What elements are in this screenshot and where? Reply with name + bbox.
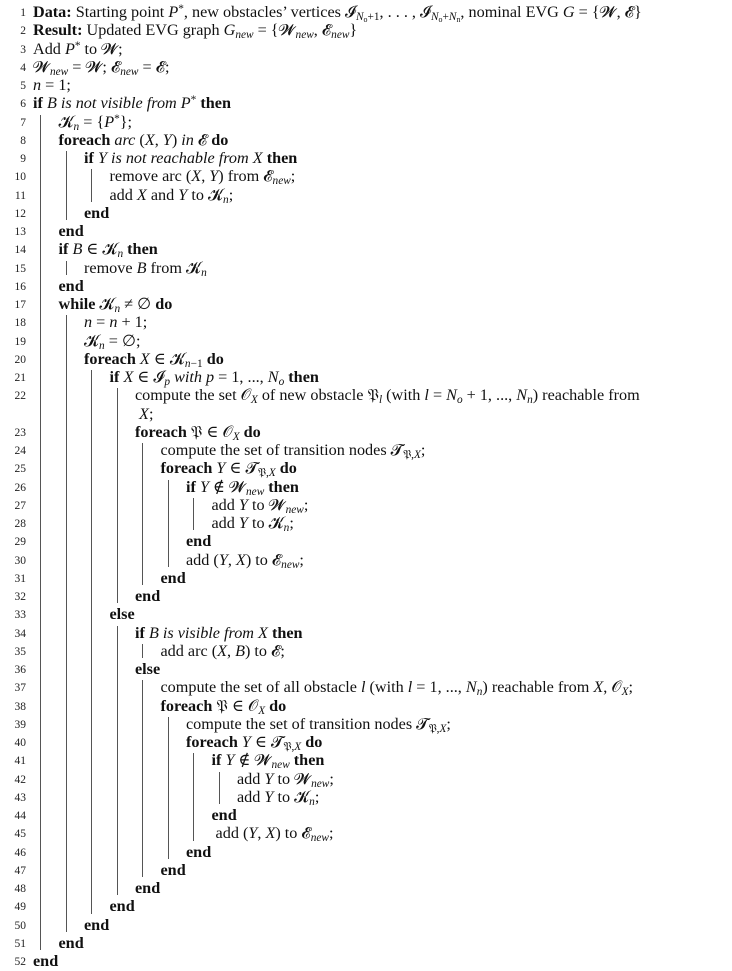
algorithm-line-16: [0, 277, 732, 295]
algorithm-line-14: [0, 240, 732, 261]
line-number: 30: [14, 554, 26, 567]
algorithm-line-40: [0, 733, 732, 751]
line-text: foreach 𝔓 ∈ 𝒪$_X$ do: [160, 696, 287, 717]
algorithm-line-26: [0, 478, 732, 496]
algorithm-line-8: [0, 131, 732, 149]
algorithm-line-31: [0, 569, 732, 587]
line-text: end: [58, 276, 84, 295]
block-indent-rule: [142, 443, 143, 585]
line-text: remove B from 𝓚$_n$: [84, 258, 207, 279]
line-number: 16: [14, 280, 26, 293]
line-text: compute the set of transition nodes 𝓣$_{𝔓,X}$;: [160, 441, 426, 461]
algorithm-line-13: [0, 222, 732, 240]
line-text: if X ∈ 𝓘$_p$ with p = 1, ..., $N_o$ then: [109, 368, 319, 388]
line-text: end: [160, 568, 186, 587]
block-indent-rule: [117, 626, 118, 896]
line-number: 38: [14, 700, 26, 713]
line-number: 23: [14, 426, 26, 439]
algorithm-line-41: [0, 751, 732, 772]
line-number: 28: [14, 518, 26, 530]
block-indent-rule: [66, 315, 67, 932]
algorithm-line-3: [0, 40, 732, 58]
algorithm-line-22: [0, 386, 732, 407]
algorithm-line-23: [0, 423, 732, 441]
algorithm-line-43: [0, 788, 732, 806]
algorithm-line-36: [0, 660, 732, 678]
block-indent-rule: [91, 370, 92, 914]
line-number: 36: [14, 664, 26, 676]
line-text: if B ∈ 𝓚$_n$ then: [58, 240, 158, 261]
line-number: 12: [14, 207, 26, 220]
algorithm-line-24: [0, 441, 732, 459]
line-number: 10: [14, 171, 26, 184]
line-number: 40: [14, 737, 26, 749]
algorithm-line-51: [0, 934, 732, 952]
line-number: 31: [14, 572, 26, 585]
line-number: 7: [20, 116, 26, 129]
line-text: add Y to 𝓦$_{new}$;: [211, 495, 309, 516]
line-text: end: [186, 842, 212, 861]
line-text: end: [84, 203, 110, 222]
block-indent-rule: [168, 480, 169, 567]
line-text: X;: [139, 404, 154, 423]
line-number: 45: [14, 828, 26, 841]
line-text: compute the set 𝒪$_X$ of new obstacle 𝔓$_l$ (with $l = N_o + 1$, ..., $N_n$) reachable from: [135, 386, 640, 407]
line-number: 46: [14, 846, 26, 859]
line-text: else: [109, 605, 135, 624]
line-number: 25: [14, 463, 26, 476]
block-indent-rule: [91, 169, 92, 202]
algorithm-line-15: [0, 259, 732, 277]
algorithm-line-18: [0, 313, 732, 331]
line-number: 39: [14, 718, 26, 731]
line-number: 2: [20, 25, 26, 38]
algorithm-line-6: [0, 94, 732, 112]
algorithm-line-48: [0, 879, 732, 897]
line-text: 𝓚$_n$ = {P*};: [58, 112, 133, 133]
algorithm-line-25: [0, 459, 732, 480]
algorithm-line-27: [0, 496, 732, 514]
line-text: add arc (X, B) to 𝓔;: [160, 641, 285, 660]
algorithm-line-32: [0, 587, 732, 605]
algorithm-line-50: [0, 916, 732, 934]
line-text: foreach 𝔓 ∈ 𝒪$_X$ do: [135, 422, 261, 443]
line-number: 42: [14, 773, 26, 786]
block-indent-rule: [66, 151, 67, 220]
line-number: 19: [14, 335, 26, 348]
block-indent-rule: [66, 261, 67, 275]
line-text: if Y ∉ 𝓦$_{new}$ then: [186, 477, 299, 498]
line-text: end: [58, 933, 84, 952]
algorithm-line-37: [0, 678, 732, 699]
line-text: add Y to 𝓦$_{new}$;: [237, 769, 334, 790]
algorithm-line-11: [0, 186, 732, 204]
line-number: 8: [20, 134, 26, 147]
line-text: while 𝓚$_n$ ≠ ∅ do: [58, 295, 173, 315]
line-number: 13: [14, 226, 26, 238]
line-text: Data: Starting point P*, new obstacles’ vertices 𝓘$_{N_o+1}$, . . . , 𝓘$_{N_o+N_n}$, nominal EVG G = {𝓦, 𝓔}: [33, 2, 642, 24]
line-number: 3: [20, 43, 26, 56]
line-number: 33: [14, 609, 26, 622]
line-number: 15: [14, 262, 26, 275]
line-text: end: [58, 222, 84, 240]
line-number: 11: [14, 189, 26, 202]
line-text: if B is not visible from P* then: [33, 94, 231, 113]
algorithm-line-21: [0, 368, 732, 386]
line-text: end: [160, 860, 186, 879]
line-number: 14: [14, 244, 26, 257]
algorithm-line-42: [0, 770, 732, 788]
algorithm-line-4: [0, 58, 732, 76]
algorithm-line-19: [0, 332, 732, 350]
algorithm-line-12: [0, 204, 732, 222]
block-indent-rule: [219, 772, 220, 805]
block-indent-rule: [193, 498, 194, 531]
line-number: 43: [14, 791, 26, 804]
algorithm-line-35: [0, 642, 732, 660]
algorithm-line-38: [0, 697, 732, 715]
line-number: 34: [14, 627, 26, 640]
line-text: else: [135, 660, 161, 678]
algorithm-line-17: [0, 295, 732, 313]
line-text: end: [211, 806, 237, 824]
line-text: end: [135, 587, 161, 605]
line-text: Add P* to 𝓦;: [33, 39, 123, 58]
line-number: 29: [14, 536, 26, 549]
algorithm-line-2: [0, 21, 732, 42]
line-number: 48: [14, 883, 26, 895]
algorithm-line-46: [0, 843, 732, 861]
line-number: 9: [20, 153, 26, 165]
line-text: foreach arc (X, Y) in 𝓔 do: [58, 130, 229, 149]
line-text: compute the set of all obstacle l (with l = 1, ..., $N_n$) reachable from X, 𝒪$_X$;: [160, 678, 633, 699]
line-text: n = n + 1;: [84, 313, 148, 332]
line-text: 𝓦$_{new}$ = 𝓦; 𝓔$_{new}$ = 𝓔;: [33, 57, 170, 78]
algorithm-line-5: [0, 76, 732, 94]
line-number: 5: [20, 80, 26, 92]
line-number: 49: [14, 901, 26, 914]
line-number: 17: [14, 299, 26, 311]
line-text: foreach X ∈ 𝓚$_{n-1}$ do: [84, 349, 224, 370]
line-text: 𝓚$_n$ = ∅;: [84, 331, 141, 352]
line-number: 20: [14, 353, 26, 366]
line-text: add (Y, X) to 𝓔$_{new}$;: [211, 824, 334, 845]
algorithm-line-28: [0, 514, 732, 532]
line-number: 51: [14, 937, 26, 950]
line-number: 26: [14, 481, 26, 494]
block-indent-rule: [142, 644, 143, 658]
line-number: 22: [14, 390, 26, 403]
line-text: remove arc (X, Y) from 𝓔$_{new}$;: [109, 167, 296, 188]
algorithm-line-33: [0, 605, 732, 623]
line-text: add Y to 𝓚$_n$;: [211, 514, 294, 534]
line-number: 44: [14, 810, 26, 822]
line-text: end: [109, 897, 135, 916]
algorithm-line-34: [0, 624, 732, 642]
line-text: if Y is not reachable from X then: [84, 149, 298, 167]
line-text: add (Y, X) to 𝓔$_{new}$;: [186, 550, 304, 571]
line-text: add X and Y to 𝓚$_n$;: [109, 185, 234, 206]
line-number: 41: [14, 755, 26, 768]
block-indent-rule: [168, 717, 169, 859]
line-text: foreach Y ∈ 𝓣$_{𝔓,X}$ do: [160, 459, 297, 480]
algorithm-line-30: [0, 551, 732, 569]
algorithm-line-29: [0, 532, 732, 550]
line-text: end: [186, 532, 212, 551]
line-number: 52: [14, 956, 26, 968]
line-text: n = 1;: [33, 76, 71, 94]
line-number: 50: [14, 919, 26, 932]
line-number: 21: [14, 372, 26, 384]
line-number: 18: [14, 317, 26, 330]
line-text: compute the set of transition nodes 𝓣$_{𝔓,X}$;: [186, 714, 451, 735]
line-number: 6: [20, 98, 26, 111]
line-number: 35: [14, 645, 26, 658]
block-indent-rule: [117, 388, 118, 603]
algorithm-line-7: [0, 113, 732, 131]
algorithm-line-49: [0, 897, 732, 915]
line-text: if Y ∉ 𝓦$_{new}$ then: [211, 751, 325, 772]
algorithm-line-10: [0, 167, 732, 188]
algorithm-line-20: [0, 350, 732, 368]
line-number: 27: [14, 499, 26, 512]
line-text: end: [84, 915, 110, 934]
line-number: 24: [14, 445, 26, 457]
line-number: 1: [20, 7, 26, 19]
line-text: end: [135, 879, 161, 897]
line-number: 4: [20, 61, 26, 74]
block-indent-rule: [40, 115, 41, 951]
algorithm-line-continuation: [0, 405, 732, 423]
block-indent-rule: [193, 753, 194, 840]
line-text: add Y to 𝓚$_n$;: [237, 787, 320, 808]
algorithm-line-44: [0, 806, 732, 824]
algorithm-line-9: [0, 149, 732, 167]
line-number: 47: [14, 864, 26, 877]
line-text: if B is visible from X then: [135, 623, 303, 642]
algorithm-line-45: [0, 824, 732, 845]
line-number: 32: [14, 591, 26, 603]
line-text: foreach Y ∈ 𝓣$_{𝔓,X}$ do: [186, 733, 323, 753]
block-indent-rule: [142, 680, 143, 877]
algorithm-line-52: [0, 952, 732, 970]
algorithm-line-39: [0, 715, 732, 733]
algorithm-line-1: [0, 2, 732, 24]
line-text: Result: Updated EVG graph $G_{new}$ = {𝓦$_{new}$, 𝓔$_{new}$}: [33, 21, 358, 42]
algorithm-line-47: [0, 861, 732, 879]
line-text: end: [33, 952, 59, 970]
line-number: 37: [14, 682, 26, 695]
